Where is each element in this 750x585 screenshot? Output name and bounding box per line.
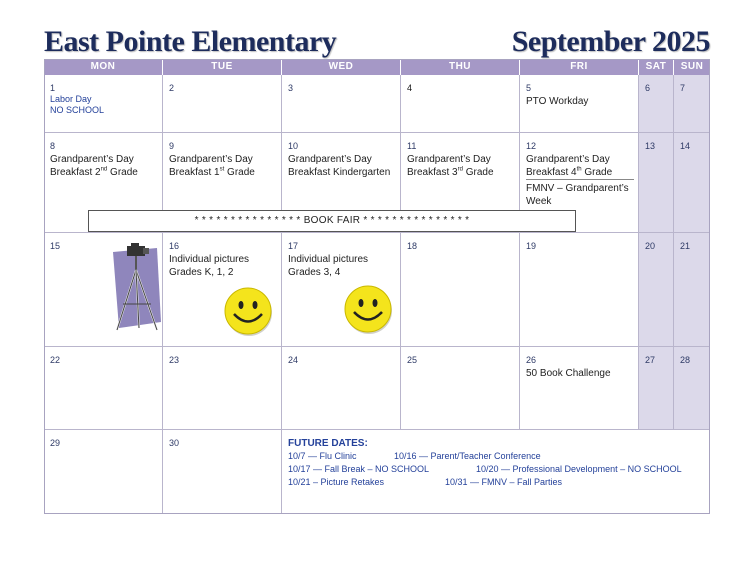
day-header-tue: TUE [163, 59, 282, 75]
smiley-face-icon [224, 287, 274, 337]
future-date-item: 10/20 — Professional Development – NO SCHOOL [476, 464, 682, 474]
event-line-part: Breakfast 1 [169, 167, 220, 178]
book-fair-banner: * * * * * * * * * * * * * * * BOOK FAIR * * * * * * * * * * * * * * * [88, 210, 576, 232]
day-number: 30 [169, 438, 180, 448]
day-cell[interactable] [520, 233, 639, 347]
day-cell-weekend[interactable] [674, 233, 710, 347]
day-number: 21 [680, 241, 691, 251]
future-date-item: 10/17 — Fall Break – NO SCHOOL [288, 464, 430, 474]
day-header-sun: SUN [674, 59, 710, 75]
day-number: 17 [288, 241, 299, 251]
event-line: Grades 3, 4 [288, 267, 341, 278]
day-cell-weekend[interactable] [674, 347, 710, 430]
event-text [526, 153, 612, 179]
day-cell-weekend[interactable] [639, 347, 674, 430]
event-text [526, 182, 629, 208]
event-text [407, 153, 494, 179]
day-number: 15 [50, 241, 61, 251]
event-text [288, 153, 390, 179]
day-cell-weekend[interactable] [639, 75, 674, 133]
event-line: Grandparent’s Day [526, 154, 610, 165]
month-title: September 2025 [511, 25, 710, 58]
day-number: 28 [680, 355, 691, 365]
event-line [526, 166, 612, 179]
event-line-part: Breakfast 4 [526, 167, 577, 178]
event-line: Breakfast Kindergarten [288, 167, 391, 178]
event-line: Grandparent’s Day [169, 154, 253, 165]
event-line [169, 166, 255, 179]
school-title: East Pointe Elementary [44, 25, 337, 58]
event-line-part: Grade [462, 167, 494, 178]
event-text [169, 153, 255, 179]
day-number: 2 [169, 83, 175, 93]
event-line-sup: st [219, 166, 225, 173]
event-line: Individual pictures [288, 254, 369, 265]
day-number: 1 [50, 83, 56, 93]
event-line-sup: nd [100, 166, 108, 173]
day-cell[interactable] [401, 75, 520, 133]
future-date-item: 10/21 – Picture Retakes [288, 477, 385, 487]
day-cell-weekend[interactable] [639, 133, 674, 233]
future-date-item: 10/16 — Parent/Teacher Conference [394, 451, 541, 461]
event-text [50, 153, 138, 179]
smiley-face-icon [344, 285, 394, 335]
event-line-sup: rd [457, 166, 463, 173]
day-cell-weekend[interactable] [674, 75, 710, 133]
event-line: Individual pictures [169, 254, 250, 265]
day-header-fri: FRI [520, 59, 639, 75]
day-number: 16 [169, 241, 180, 251]
event-text: PTO Workday [526, 96, 589, 107]
day-number: 3 [288, 83, 294, 93]
event-line: Grandparent’s Day [50, 154, 134, 165]
event-text: 50 Book Challenge [526, 368, 611, 379]
event-line: Week [526, 196, 552, 207]
event-line: FMNV – Grandparent’s [526, 183, 629, 194]
event-text [169, 253, 249, 279]
future-dates [288, 437, 708, 489]
future-date-item: 10/31 — FMNV – Fall Parties [445, 477, 563, 487]
future-dates-row [288, 463, 708, 476]
event-line-part: Grade [581, 167, 613, 178]
event-line [407, 166, 494, 179]
day-number: 22 [50, 355, 61, 365]
event-line-sup: th [576, 166, 582, 173]
event-line-part: Breakfast 3 [407, 167, 458, 178]
event-line: NO SCHOOL [50, 105, 105, 115]
future-date-item: 10/7 — Flu Clinic [288, 451, 357, 461]
day-cell[interactable] [282, 347, 401, 430]
calendar-grid [44, 59, 710, 514]
future-dates-title: FUTURE DATES: [288, 438, 368, 449]
event-line: Labor Day [50, 94, 92, 104]
day-number: 9 [169, 141, 175, 151]
day-cell-weekend[interactable] [674, 133, 710, 233]
day-cell[interactable] [520, 347, 639, 430]
day-number: 29 [50, 438, 61, 448]
day-number: 19 [526, 241, 537, 251]
day-number: 27 [645, 355, 656, 365]
day-cell[interactable] [44, 75, 163, 133]
divider [526, 179, 634, 180]
day-number: 5 [526, 83, 532, 93]
day-number: 11 [407, 141, 417, 151]
day-cell[interactable] [44, 430, 163, 514]
day-number: 25 [407, 355, 418, 365]
day-cell[interactable] [163, 430, 282, 514]
day-header-wed: WED [282, 59, 401, 75]
event-line-part: Grade [107, 167, 138, 178]
event-text [288, 253, 368, 279]
day-number: 4 [407, 83, 413, 93]
future-dates-row [288, 450, 708, 463]
day-cell[interactable] [44, 347, 163, 430]
day-number: 18 [407, 241, 418, 251]
day-number: 6 [645, 83, 651, 93]
day-number: 20 [645, 241, 656, 251]
event-line [50, 166, 138, 179]
day-number: 10 [288, 141, 299, 151]
day-header-mon: MON [44, 59, 163, 75]
day-number: 8 [50, 141, 56, 151]
event-line: Grandparent’s Day [407, 154, 491, 165]
day-cell-weekend[interactable] [639, 233, 674, 347]
day-number: 13 [645, 141, 656, 151]
event-text [50, 94, 104, 116]
day-cell[interactable] [282, 75, 401, 133]
day-cell[interactable] [163, 347, 282, 430]
day-cell[interactable] [401, 347, 520, 430]
day-cell[interactable] [401, 233, 520, 347]
event-line: Grandparent’s Day [288, 154, 372, 165]
day-cell[interactable] [163, 75, 282, 133]
day-number: 12 [526, 141, 537, 151]
day-number: 24 [288, 355, 299, 365]
event-line-part: Grade [224, 167, 255, 178]
event-line: Grades K, 1, 2 [169, 267, 234, 278]
day-number: 14 [680, 141, 691, 151]
day-number: 26 [526, 355, 537, 365]
day-number: 7 [680, 83, 686, 93]
day-header-sat: SAT [639, 59, 674, 75]
event-line-part: Breakfast 2 [50, 167, 101, 178]
day-number: 23 [169, 355, 180, 365]
day-cell[interactable] [520, 75, 639, 133]
future-dates-row [288, 476, 708, 489]
camera-tripod-icon [111, 242, 163, 332]
day-header-thu: THU [401, 59, 520, 75]
